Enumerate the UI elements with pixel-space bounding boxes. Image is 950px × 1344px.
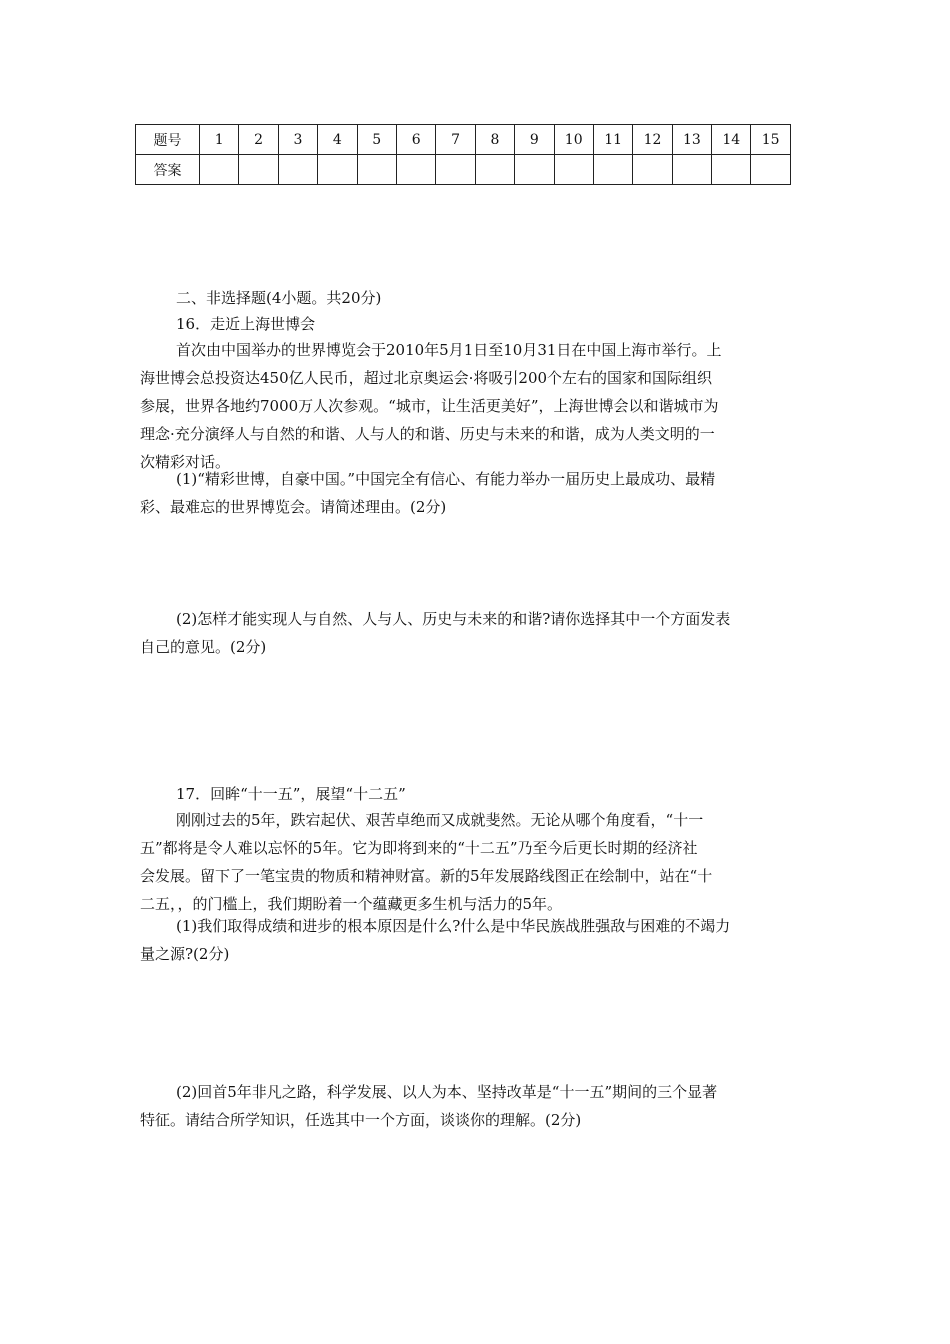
question-number: 15 bbox=[751, 125, 790, 155]
question-number: 1 bbox=[200, 125, 239, 155]
answer-cell[interactable] bbox=[357, 155, 396, 185]
question-number: 10 bbox=[554, 125, 593, 155]
question-line: (2)怎样才能实现人与自然、人与人、历史与未来的和谐?请你选择其中一个方面发表 bbox=[176, 610, 731, 628]
answer-cell[interactable] bbox=[672, 155, 711, 185]
section-title: 二、非选择题(4小题。共20分) bbox=[176, 289, 382, 307]
question-line: 量之源?(2分) bbox=[140, 945, 230, 963]
question-number: 13 bbox=[672, 125, 711, 155]
q17-subquestion-2 bbox=[140, 1078, 810, 1134]
question-line: (1)我们取得成绩和进步的根本原因是什么?什么是中华民族战胜强敌与困难的不竭力 bbox=[176, 917, 731, 935]
question-number: 6 bbox=[396, 125, 435, 155]
q17-subquestion-1 bbox=[140, 912, 810, 968]
answer-cell[interactable] bbox=[475, 155, 514, 185]
answer-cell[interactable] bbox=[633, 155, 672, 185]
question-number: 12 bbox=[633, 125, 672, 155]
answer-cell[interactable] bbox=[318, 155, 357, 185]
answer-cell[interactable] bbox=[751, 155, 790, 185]
row-label: 答案 bbox=[136, 155, 200, 185]
question-number: 4 bbox=[318, 125, 357, 155]
answer-table bbox=[135, 124, 791, 185]
question-line: 自己的意见。(2分) bbox=[140, 638, 267, 656]
question-number: 7 bbox=[436, 125, 475, 155]
answer-cell[interactable] bbox=[554, 155, 593, 185]
q16-passage bbox=[140, 336, 810, 476]
question-number-row bbox=[136, 125, 791, 155]
passage-line: 五”都将是令人难以忘怀的5年。它为即将到来的“十二五”乃至今后更长时期的经济社 bbox=[140, 839, 698, 857]
q16-subquestion-1 bbox=[140, 465, 810, 521]
passage-line: 海世博会总投资达450亿人民币，超过北京奥运会·将吸引200个左右的国家和国际组织 bbox=[140, 369, 713, 387]
q17-passage bbox=[140, 806, 810, 918]
question-number: 8 bbox=[475, 125, 514, 155]
passage-line: 理念·充分演绎人与自然的和谐、人与人的和谐、历史与未来的和谐，成为人类文明的一 bbox=[140, 425, 715, 443]
passage-line: 次精彩对话。 bbox=[140, 453, 231, 471]
q16-subquestion-2 bbox=[140, 605, 810, 661]
answer-row bbox=[136, 155, 791, 185]
answer-cell[interactable] bbox=[200, 155, 239, 185]
question-line: (2)回首5年非凡之路，科学发展、以人为本、坚持改革是“十一五”期间的三个显著 bbox=[176, 1083, 718, 1101]
q16-title: 16．走近上海世博会 bbox=[176, 315, 316, 333]
answer-cell[interactable] bbox=[239, 155, 278, 185]
answer-cell[interactable] bbox=[278, 155, 317, 185]
answer-cell[interactable] bbox=[593, 155, 632, 185]
passage-line: 首次由中国举办的世界博览会于2010年5月1日至10月31日在中国上海市举行。上 bbox=[176, 341, 722, 359]
question-line: (1)“精彩世博，自豪中国。”中国完全有信心、有能力举办一届历史上最成功、最精 bbox=[176, 470, 716, 488]
question-line: 特征。请结合所学知识，任选其中一个方面，谈谈你的理解。(2分) bbox=[140, 1111, 582, 1129]
question-number: 2 bbox=[239, 125, 278, 155]
answer-cell[interactable] bbox=[712, 155, 751, 185]
q17-title: 17．回眸“十一五”，展望“十二五” bbox=[176, 785, 406, 803]
question-number: 5 bbox=[357, 125, 396, 155]
answer-cell[interactable] bbox=[396, 155, 435, 185]
passage-line: 参展，世界各地约7000万人次参观。“城市，让生活更美好”，上海世博会以和谐城市为 bbox=[140, 397, 719, 415]
question-number: 9 bbox=[515, 125, 554, 155]
answer-cell[interactable] bbox=[436, 155, 475, 185]
passage-line: 刚刚过去的5年，跌宕起伏、艰苦卓绝而又成就斐然。无论从哪个角度看，“十一 bbox=[176, 811, 704, 829]
question-line: 彩、最难忘的世界博览会。请简述理由。(2分) bbox=[140, 498, 447, 516]
row-label: 题号 bbox=[136, 125, 200, 155]
question-number: 14 bbox=[712, 125, 751, 155]
passage-line: 二五，，的门槛上，我们期盼着一个蕴藏更多生机与活力的5年。 bbox=[140, 895, 563, 913]
question-number: 11 bbox=[593, 125, 632, 155]
answer-cell[interactable] bbox=[515, 155, 554, 185]
question-number: 3 bbox=[278, 125, 317, 155]
passage-line: 会发展。留下了一笔宝贵的物质和精神财富。新的5年发展路线图正在绘制中，站在“十 bbox=[140, 867, 713, 885]
